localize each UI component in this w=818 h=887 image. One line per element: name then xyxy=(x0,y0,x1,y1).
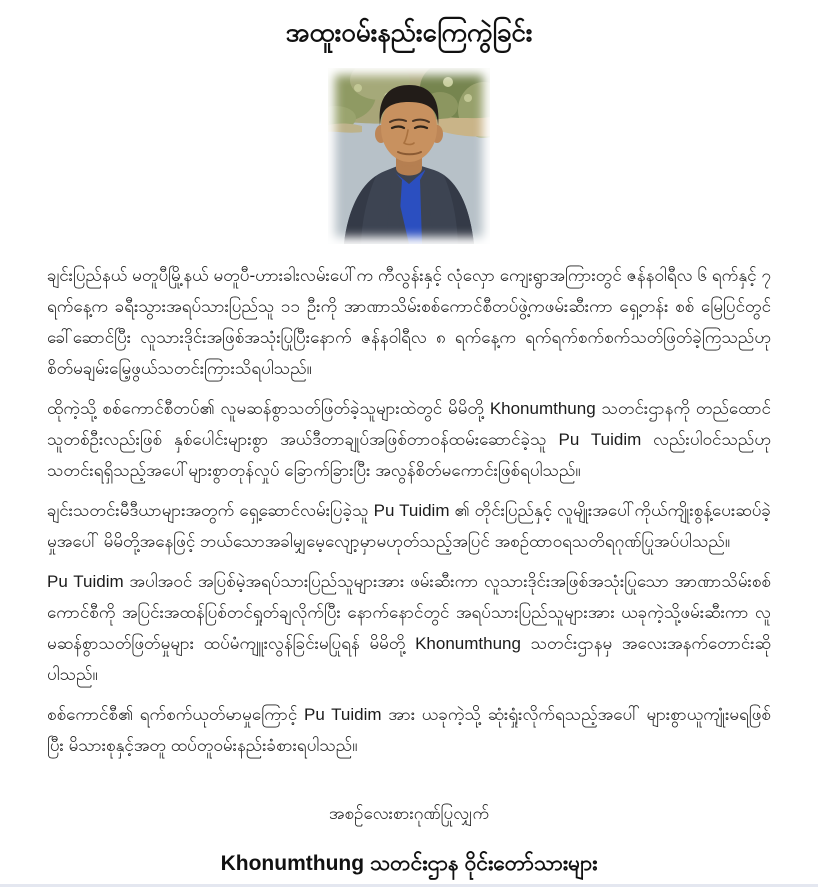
portrait-photo-illustration xyxy=(328,68,490,244)
page-title: အထူးဝမ်းနည်းကြေကွဲခြင်း xyxy=(285,17,533,47)
paragraph-3: ချင်းသတင်းမီဒီယာများအတွက် ရှေ့ဆောင်လမ်းပြခဲ့သူ Pu Tuidim ၏ တိုင်းပြည်နှင့် လူမျိုးအပေါ်ကိုယ်ကျိုးစွန့်ပေးဆပ်ခဲ့မှုအပေါ် မိမိတို့အနေဖြင့် ဘယ်သောအခါမျှမေ့လျော့မှာမဟုတ်သည့်အပြင် အစဉ်ထာဝရသတိရဂုဏ်ပြုအပ်ပါသည်။ xyxy=(47,501,771,551)
signature-line: Khonumthung သတင်းဌာန ဝိုင်းတော်သားများ xyxy=(220,852,598,875)
photo-container xyxy=(47,68,771,244)
document-body xyxy=(47,260,771,761)
closing-line: အစဉ်လေးစားဂုဏ်ပြုလျှက် xyxy=(328,804,490,823)
paragraph-4: Pu Tuidim အပါအဝင် အပြစ်မဲ့အရပ်သားပြည်သူများအား ဖမ်းဆီးကာ လူသားဒိုင်းအဖြစ်အသုံးပြုသော အာဏာသိမ်းစစ်ကောင်စီကို အပြင်းအထန်ပြစ်တင်ရှုတ်ချလိုက်ပြီး နောက်နောင်တွင် အရပ်သားပြည်သူများအား ယခုကဲ့သို့ဖမ်းဆီးကာ လူမဆန်စွာသတ်ဖြတ်မှုများ ထပ်မံကျူးလွန်ခြင်းမပြုရန် မိမိတို့ Khonumthung သတင်းဌာနမှ အလေးအနက်တောင်းဆိုပါသည်။ xyxy=(47,572,771,684)
paragraph-2: ထိုကဲ့သို့ စစ်ကောင်စီတပ်၏ လူမဆန်စွာသတ်ဖြတ်ခဲ့သူများထဲတွင် မိမိတို့ Khonumthung သတင်းဌာနကို တည်ထောင်သူတစ်ဦးလည်းဖြစ် နှစ်ပေါင်းများစွာ အယ်ဒီတာချုပ်အဖြစ်တာဝန်ထမ်းဆောင်ခဲ့သူ Pu Tuidim လည်းပါဝင်သည်ဟု သတင်းရရှိသည့်အပေါ်များစွာတုန်လှုပ် ခြောက်ခြားပြီး အလွန်စိတ်မကောင်းဖြစ်ရပါသည်။ xyxy=(47,399,771,480)
portrait-photo xyxy=(328,68,490,244)
paragraph-5: စစ်ကောင်စီ၏ ရက်စက်ယုတ်မာမှုကြောင့် Pu Tuidim အား ယခုကဲ့သို့ ဆုံးရှုံးလိုက်ရသည့်အပေါ် များစွာယူကျုံးမရဖြစ်ပြီး မိသားစုနှင့်အတူ ထပ်တူဝမ်းနည်းခံစားရပါသည်။ xyxy=(47,705,771,755)
paragraph-1: ချင်းပြည်နယ် မတူပီမြို့နယ် မတူပီ-ဟားခါးလမ်းပေါ်က ကီလွန်းနှင့် လုံလှော ကျေးရွာအကြားတွင် ဇန်နဝါရီလ ၆ ရက်နှင့် ၇ ရက်နေ့က ခရီးသွားအရပ်သားပြည်သူ ၁၁ ဦးကို အာဏာသိမ်းစစ်ကောင်စီတပ်ဖွဲ့ကဖမ်းဆီးကာ ရှေ့တန်း စစ် မြေပြင်တွင် ခေါ်ဆောင်ပြီး လူသားဒိုင်းအဖြစ်အသုံးပြုပြီးနောက် ဇန်နဝါရီလ ၈ ရက်နေ့က ရက်ရက်စက်စက်သတ်ဖြတ်ခဲ့ကြသည်ဟု စိတ်မချမ်းမြေ့ဖွယ်သတင်းကြားသိရပါသည်။ xyxy=(47,266,771,378)
